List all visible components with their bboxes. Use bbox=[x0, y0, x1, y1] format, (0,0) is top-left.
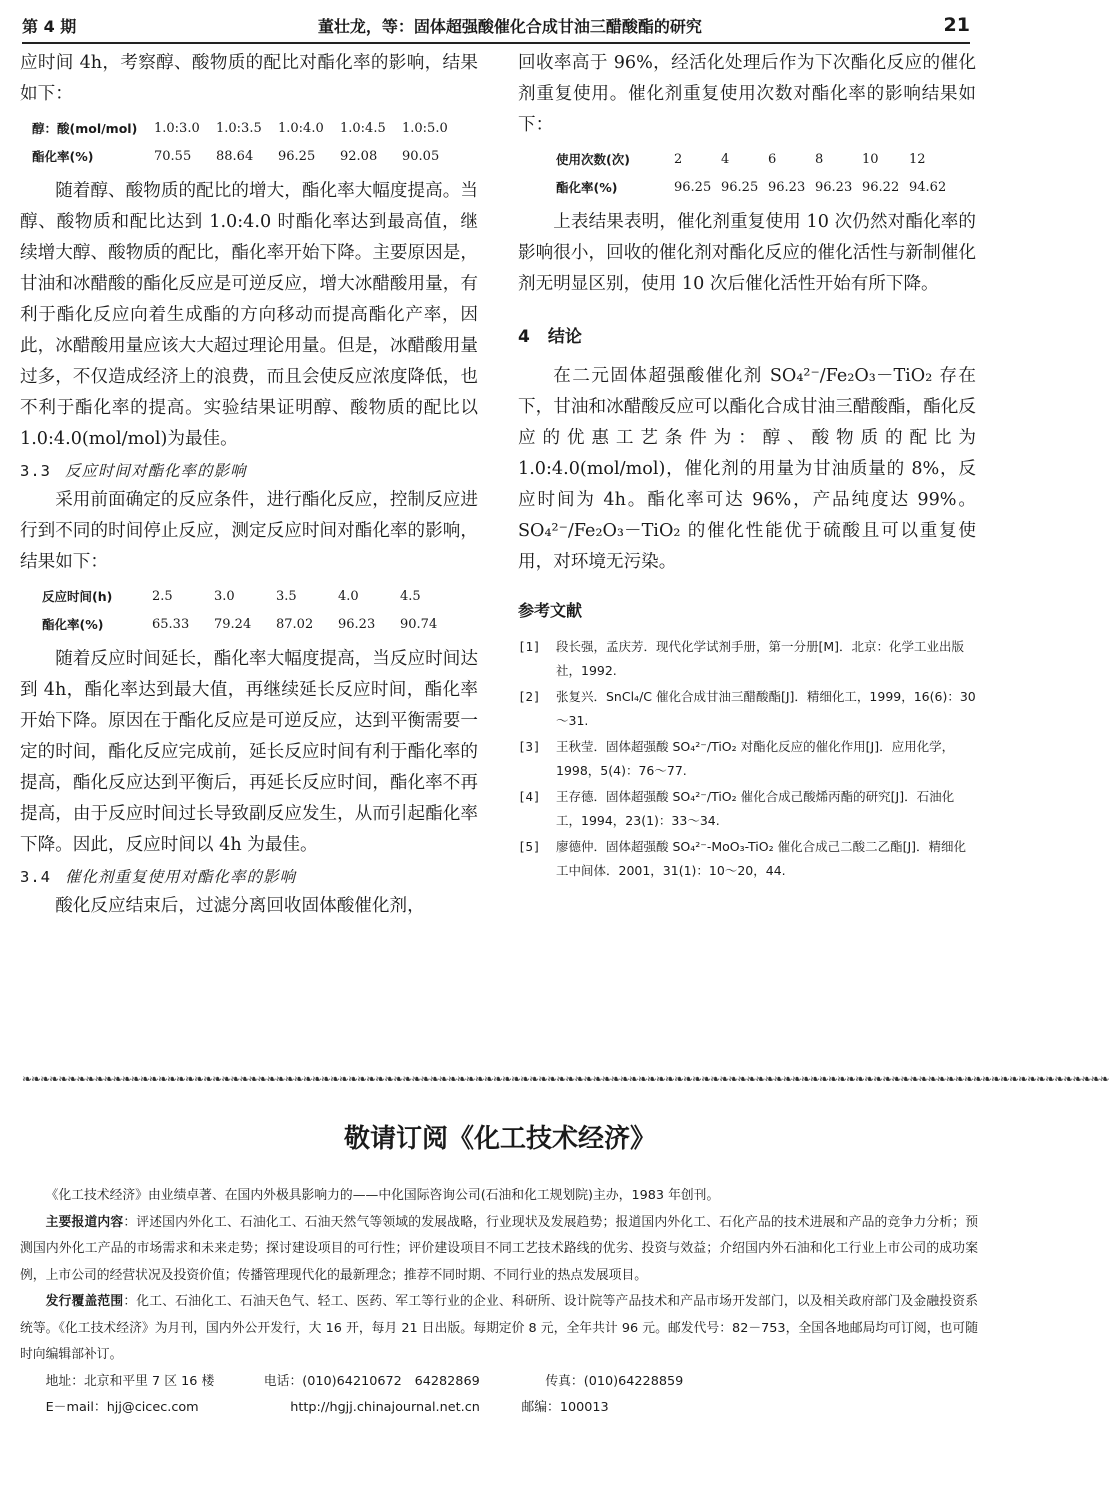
ad-paragraph: 《化工技术经济》由业绩卓著、在国内外极具影响力的——中化国际咨询公司(石油和化工规划院)主办，1983 年创刊。 bbox=[45, 1188, 720, 1203]
paragraph: 应时间 4h，考察醇、酸物质的配比对酯化率的影响，结果如下： bbox=[20, 53, 478, 104]
table-cell: 87.02 bbox=[276, 616, 314, 632]
table-cell: 8 bbox=[815, 151, 824, 167]
table-cell: 2 bbox=[674, 151, 683, 167]
table-cell: 96.25 bbox=[674, 179, 712, 195]
reference-item bbox=[518, 685, 976, 733]
table-cell: 4.0 bbox=[338, 588, 359, 604]
row-label: 酯化率(%) bbox=[42, 617, 104, 632]
table-cell: 79.24 bbox=[214, 616, 252, 632]
table-row bbox=[42, 610, 462, 638]
section-number: 3.4 bbox=[20, 868, 51, 886]
table-row bbox=[42, 582, 462, 610]
table-row bbox=[32, 114, 464, 142]
table-cell: 70.55 bbox=[154, 148, 192, 164]
reference-number: [1] bbox=[518, 639, 541, 654]
section-heading-3-3 bbox=[20, 457, 478, 485]
reference-item bbox=[518, 735, 976, 783]
left-column bbox=[20, 48, 478, 922]
table-cell: 96.22 bbox=[862, 179, 900, 195]
table-cell: 4.5 bbox=[400, 588, 421, 604]
fax: 传真：(010)64228859 bbox=[545, 1373, 684, 1389]
contact-row bbox=[20, 1395, 978, 1422]
reference-number: [5] bbox=[518, 839, 541, 854]
table-row bbox=[556, 145, 956, 173]
table-cell: 90.05 bbox=[402, 148, 440, 164]
postcode: 邮编：100013 bbox=[521, 1400, 609, 1415]
reference-item bbox=[518, 785, 976, 833]
table-cell: 96.25 bbox=[278, 148, 316, 164]
table-cell: 3.5 bbox=[276, 588, 297, 604]
ad-body bbox=[20, 1183, 978, 1422]
contact-row bbox=[20, 1369, 978, 1396]
ad-paragraph bbox=[20, 1289, 978, 1369]
reference-text: 廖德仲．固体超强酸 SO₄²⁻-MoO₃-TiO₂ 催化合成己二酸二乙酯[J]．精细化工中间体．2001，31(1)：10～20，44. bbox=[556, 839, 967, 878]
reference-text: 张复兴．SnCl₄/C 催化合成甘油三醋酸酯[J]．精细化工，1999，16(6)：30～31. bbox=[556, 689, 976, 728]
section-title: 反应时间对酯化率的影响 bbox=[65, 462, 247, 480]
paragraph: 回收率高于 96%，经活化处理后作为下次酯化反应的催化剂重复使用。催化剂重复使用次数对酯化率的影响结果如下： bbox=[518, 53, 976, 135]
table-cell: 90.74 bbox=[400, 616, 438, 632]
running-title: 董壮龙，等：固体超强酸催化合成甘油三醋酸酯的研究 bbox=[317, 16, 702, 36]
ad-paragraph bbox=[20, 1210, 978, 1290]
row-label: 反应时间(h) bbox=[42, 589, 113, 604]
running-header bbox=[22, 8, 970, 44]
ratio-table bbox=[32, 114, 464, 170]
table-cell: 96.23 bbox=[768, 179, 806, 195]
reference-text: 王秋莹．固体超强酸 SO₄²⁻/TiO₂ 对酯化反应的催化作用[J]．应用化学，1998，5(4)：76～77. bbox=[556, 739, 955, 778]
ornamental-divider: ❧❧❧❧❧❧❧❧❧❧❧❧❧❧❧❧❧❧❧❧❧❧❧❧❧❧❧❧❧❧❧❧❧❧❧❧❧❧❧❧❧❧❧❧❧❧❧❧❧❧❧❧❧❧❧❧❧❧❧❧❧❧❧❧❧❧❧❧❧❧❧❧❧❧❧❧❧❧❧❧❧❧❧❧❧❧❧❧❧❧❧❧❧❧❧❧❧❧❧❧❧❧❧❧❧❧❧❧❧❧❧❧❧❧❧❧❧❧❧❧ bbox=[22, 1072, 1109, 1086]
table-row bbox=[32, 142, 464, 170]
table-cell: 96.25 bbox=[721, 179, 759, 195]
reference-text: 段长强，孟庆芳．现代化学试剂手册，第一分册[M]．北京：化学工业出版社，1992. bbox=[556, 639, 965, 678]
row-label: 酯化率(%) bbox=[32, 149, 94, 164]
table-cell: 92.08 bbox=[340, 148, 378, 164]
table-row bbox=[556, 173, 956, 201]
paragraph: 酸化反应结束后，过滤分离回收固体酸催化剂， bbox=[55, 896, 425, 916]
reference-item bbox=[518, 835, 976, 883]
section-number: 4 bbox=[518, 327, 530, 347]
row-label: 酯化率(%) bbox=[556, 180, 618, 195]
row-label: 使用次数(次) bbox=[556, 152, 630, 167]
ad-title: 敬请订阅《化工技术经济》 bbox=[343, 1124, 656, 1154]
section-heading-3-4 bbox=[20, 863, 478, 891]
page-number: 21 bbox=[943, 14, 970, 36]
phone: 电话：(010)64210672 64282869 bbox=[263, 1373, 480, 1389]
table-cell: 2.5 bbox=[152, 588, 173, 604]
ad-text: ：评述国内外化工、石油化工、石油天然气等领域的发展战略，行业现状及发展趋势；报道国内外化工、石化产品的技术进展和产品的竞争力分析；预测国内外化工产品的市场需求和未来走势；探讨建设项目的可行性；评价建设项目不同工艺技术路线的优劣、投资与效益；介绍国内外石油和化工行业上市公司的成功案例，上市公司的经营状况及投资价值；传播管理现代化的最新理念；推荐不同时期、不同行业的热点发展项目。 bbox=[20, 1214, 979, 1283]
table-cell: 96.23 bbox=[815, 179, 853, 195]
table-cell: 1.0:3.0 bbox=[154, 120, 200, 136]
address: 地址：北京和平里 7 区 16 楼 bbox=[45, 1373, 215, 1389]
table-cell: 65.33 bbox=[152, 616, 190, 632]
table-cell: 10 bbox=[862, 151, 879, 167]
references-heading: 参考文献 bbox=[518, 601, 583, 620]
section-heading-4 bbox=[518, 322, 976, 347]
right-column bbox=[518, 48, 976, 885]
table-cell: 12 bbox=[909, 151, 926, 167]
table-cell: 88.64 bbox=[216, 148, 254, 164]
time-table bbox=[42, 582, 462, 638]
section-title: 结论 bbox=[547, 327, 582, 347]
reuse-table bbox=[556, 145, 956, 201]
table-cell: 1.0:5.0 bbox=[402, 120, 448, 136]
paragraph: 采用前面确定的反应条件，进行酯化反应，控制反应进行到不同的时间停止反应，测定反应时间对酯化率的影响，结果如下： bbox=[20, 490, 478, 572]
reference-number: [2] bbox=[518, 689, 541, 704]
row-label: 醇：酸(mol/mol) bbox=[32, 121, 138, 136]
table-cell: 4 bbox=[721, 151, 730, 167]
section-number: 3.3 bbox=[20, 462, 51, 480]
table-cell: 1.0:3.5 bbox=[216, 120, 262, 136]
table-cell: 96.23 bbox=[338, 616, 376, 632]
ad-text: ：化工、石油化工、石油天色气、轻工、医药、军工等行业的企业、科研所、设计院等产品技术和产品市场开发部门，以及相关政府部门及金融投资系统等。《化工技术经济》为月刊，国内外公开发行，大 16 开，每月 21 日出版。每期定价 8 元，全年共计 96 元。邮发代号：82－753，全国各地邮局均可订阅，也可随时向编辑部补订。 bbox=[20, 1294, 979, 1362]
table-cell: 6 bbox=[768, 151, 777, 167]
table-cell: 3.0 bbox=[214, 588, 235, 604]
table-cell: 1.0:4.0 bbox=[278, 120, 324, 136]
ad-label: 主要报道内容 bbox=[45, 1214, 124, 1230]
paragraph: 随着醇、酸物质的配比的增大，酯化率大幅度提高。当醇、酸物质和配比达到 1.0:4.0 时酯化率达到最高值，继续增大醇、酸物质的配比，酯化率开始下降。主要原因是，甘油和冰醋酸的酯化反应是可逆反应，增大冰醋酸用量，有利于酯化反应向着生成酯的方向移动而提高酯化产率，因此，冰醋酸用量应该大大超过理论用量。但是，冰醋酸用量过多，不仅造成经济上的浪费，而且会使反应浓度降低，也不利于酯化率的提高。实验结果证明醇、酸物质的配比以 1.0:4.0(mol/mol)为最佳。 bbox=[20, 181, 478, 449]
paragraph: 随着反应时间延长，酯化率大幅度提高，当反应时间达到 4h，酯化率达到最大值，再继续延长反应时间，酯化率开始下降。原因在于酯化反应是可逆反应，达到平衡需要一定的时间，酯化反应完成前，延长反应时间有利于酯化率的提高，酯化反应达到平衡后，再延长反应时间，酯化率不再提高，由于反应时间过长导致副反应发生，从而引起酯化率下降。因此，反应时间以 4h 为最佳。 bbox=[20, 649, 478, 855]
paragraph: 上表结果表明，催化剂重复使用 10 次仍然对酯化率的影响很小，回收的催化剂对酯化反应的催化活性与新制催化剂无明显区别，使用 10 次后催化活性开始有所下降。 bbox=[518, 212, 976, 294]
paragraph: 在二元固体超强酸催化剂 SO₄²⁻/Fe₂O₃－TiO₂ 存在下，甘油和冰醋酸反应可以酯化合成甘油三醋酸酯，酯化反应的优惠工艺条件为：醇、酸物质的配比为 1.0:4.0(mol/mol)，催化剂的用量为甘油质量的 8%，反应时间为 4h。酯化率可达 96%，产品纯度达 99%。SO₄²⁻/Fe₂O₃－TiO₂ 的催化性能优于硫酸且可以重复使用，对环境无污染。 bbox=[518, 366, 976, 572]
website-link[interactable]: http://hgjj.chinajournal.net.cn bbox=[290, 1400, 480, 1415]
email[interactable]: E－mail：hjj@cicec.com bbox=[45, 1400, 199, 1415]
table-cell: 1.0:4.5 bbox=[340, 120, 386, 136]
issue-number: 第 4 期 bbox=[22, 16, 77, 36]
table-cell: 94.62 bbox=[909, 179, 947, 195]
reference-number: [3] bbox=[518, 739, 541, 754]
section-title: 催化剂重复使用对酯化率的影响 bbox=[65, 868, 297, 886]
ad-label: 发行覆盖范围 bbox=[45, 1294, 124, 1309]
reference-number: [4] bbox=[518, 789, 541, 804]
references-list bbox=[518, 635, 976, 883]
reference-item bbox=[518, 635, 976, 683]
reference-text: 王存德．固体超强酸 SO₄²⁻/TiO₂ 催化合成己酸烯丙酯的研究[J]．石油化工，1994，23(1)：33～34. bbox=[556, 789, 955, 828]
